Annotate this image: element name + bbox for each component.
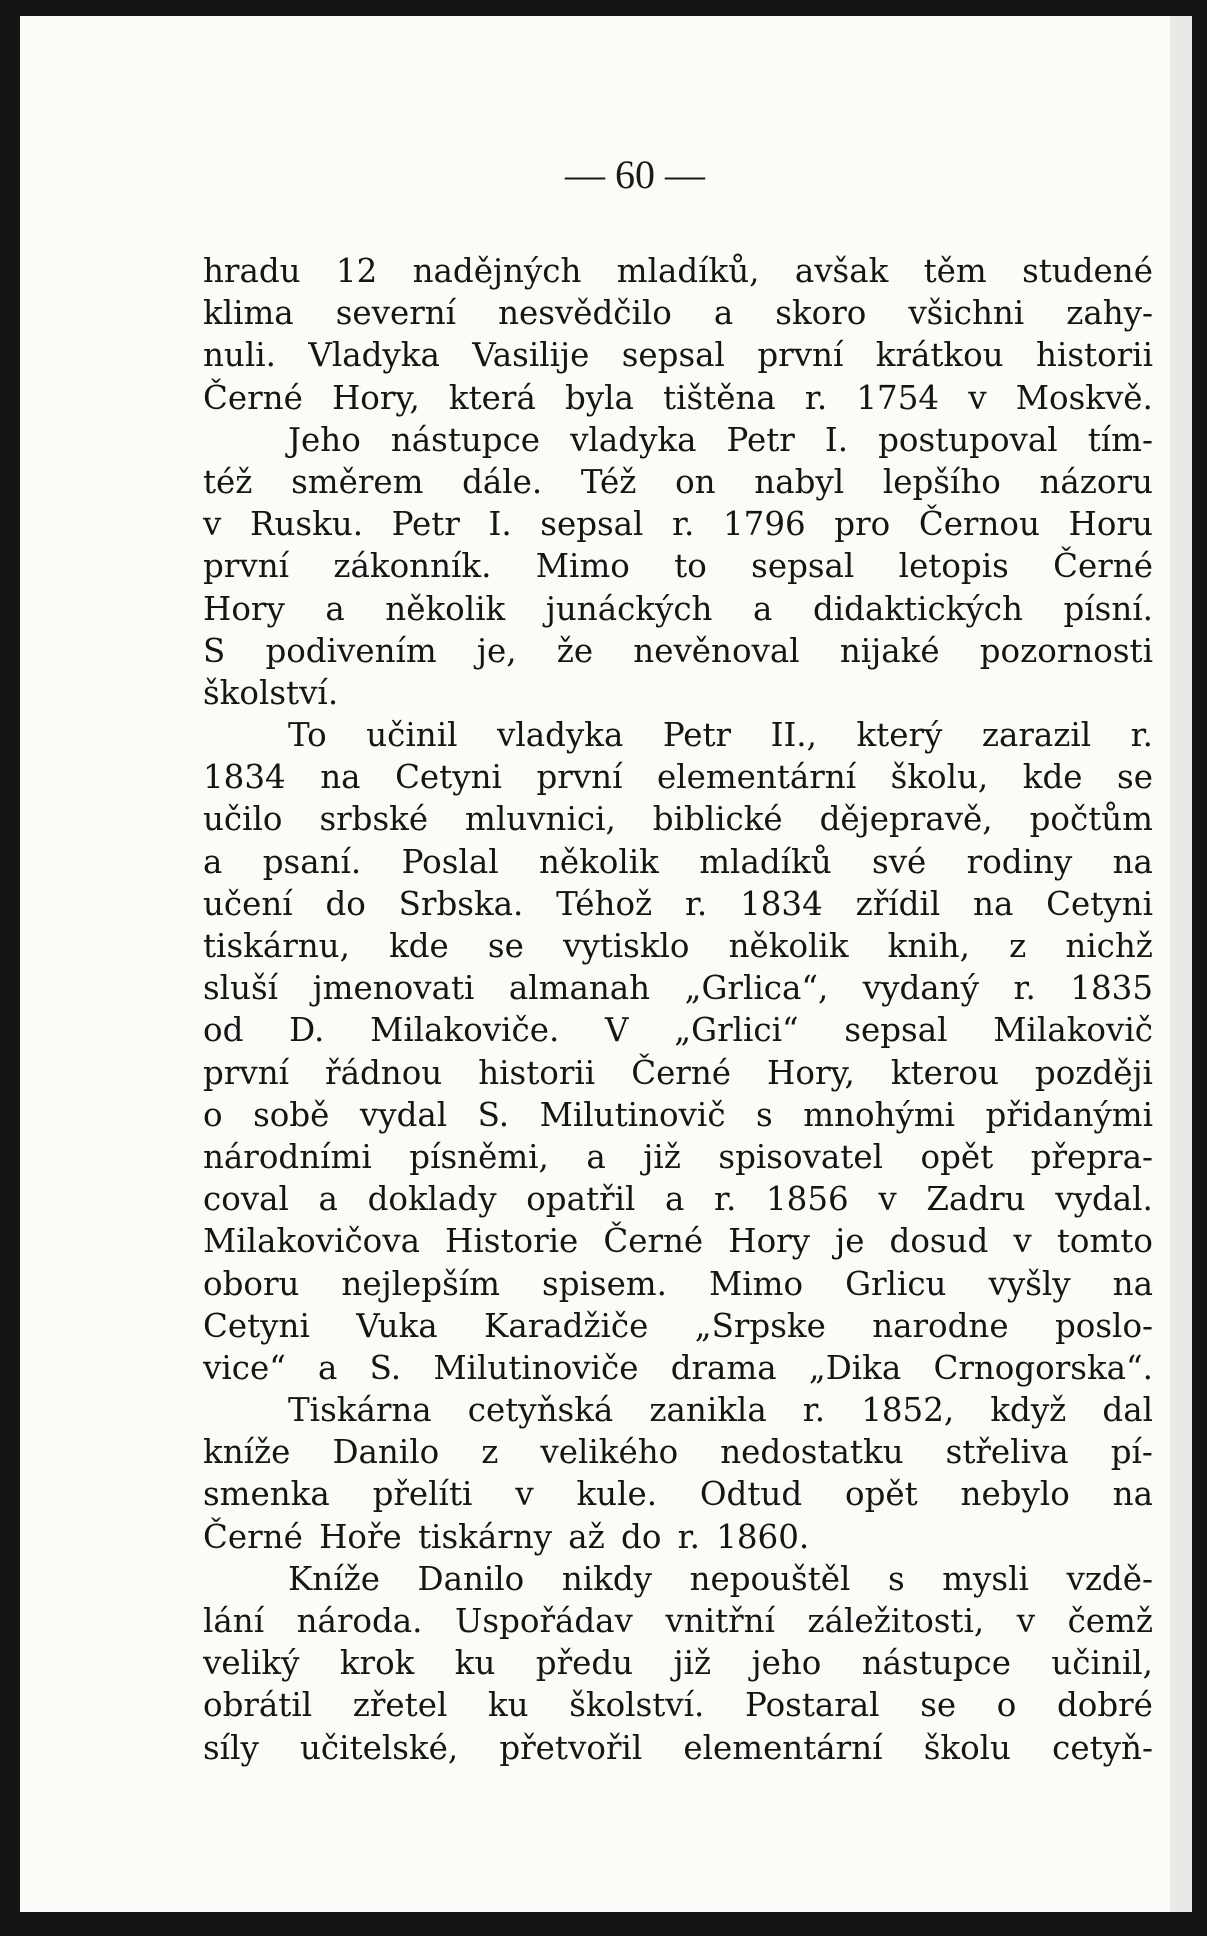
text-line: klima severní nesvědčilo a skoro všichni zahy- (203, 294, 1153, 333)
text-line: též směrem dále. Též on nabyl lepšího názoru (203, 462, 1153, 501)
text-line: a psaní. Poslal několik mladíků své rodiny na (203, 842, 1153, 881)
text-line: Cetyni Vuka Karadžiče „Srpske narodne poslo- (203, 1306, 1153, 1345)
text-line: nuli. Vladyka Vasilije sepsal první krátkou historii (203, 336, 1153, 375)
text-line: o sobě vydal S. Milutinovič s mnohými přidanými (203, 1095, 1153, 1134)
text-line: To učinil vladyka Petr II., který zarazil r. (288, 716, 1153, 755)
text-line: učení do Srbska. Téhož r. 1834 zřídil na Cetyni (203, 884, 1153, 923)
text-line: síly učitelské, přetvořil elementární školu cetyň- (203, 1728, 1153, 1767)
text-line: oboru nejlepším spisem. Mimo Grlicu vyšly na (203, 1264, 1153, 1303)
text-line: obrátil zřetel ku školství. Postaral se o dobré (203, 1686, 1153, 1725)
text-line: S podivením je, že nevěnoval nijaké pozornosti (203, 631, 1153, 670)
text-line: Hory a několik junáckých a didaktických písní. (203, 589, 1153, 628)
text-line: 1834 na Cetyni první elementární školu, kde se (203, 758, 1153, 797)
body-text (203, 250, 1153, 1769)
text-line: školství. (203, 673, 339, 712)
text-line: Kníže Danilo nikdy nepouštěl s mysli vzdě- (288, 1559, 1153, 1598)
text-line: Černé Hory, která byla tištěna r. 1754 v Moskvě. (203, 378, 1153, 417)
text-line: Jeho nástupce vladyka Petr I. postupoval tím- (288, 420, 1153, 459)
text-line: hradu 12 nadějných mladíků, avšak těm studené (203, 252, 1153, 290)
text-line: první zákonník. Mimo to sepsal letopis Černé (203, 547, 1153, 586)
text-line: Tiskárna cetyňská zanikla r. 1852, když dal (288, 1391, 1153, 1430)
text-line: kníže Danilo z velikého nedostatku střeliva pí- (203, 1433, 1153, 1472)
text-line: coval a doklady opatřil a r. 1856 v Zadru vydal. (203, 1180, 1153, 1219)
text-line: veliký krok ku předu již jeho nástupce učinil, (203, 1644, 1153, 1683)
text-line: od D. Milakoviče. V „Grlici“ sepsal Milakovič (203, 1011, 1153, 1050)
text-line: Milakovičova Historie Černé Hory je dosud v tomto (203, 1222, 1153, 1261)
text-line: tiskárnu, kde se vytisklo několik knih, z nichž (203, 927, 1153, 965)
text-line: sluší jmenovati almanah „Grlica“, vydaný r. 1835 (203, 969, 1153, 1008)
page-number: — 60 — (565, 152, 705, 197)
book-page (20, 16, 1170, 1912)
text-line: vice“ a S. Milutinoviče drama „Dika Crnogorska“. (203, 1348, 1153, 1387)
text-line: lání národa. Uspořádav vnitřní záležitosti, v čemž (203, 1602, 1153, 1640)
text-line: smenka přelíti v kule. Odtud opět nebylo na (203, 1475, 1153, 1514)
text-line: první řádnou historii Černé Hory, kterou později (203, 1053, 1153, 1092)
page-edge (1170, 16, 1192, 1912)
text-line: v Rusku. Petr I. sepsal r. 1796 pro Černou Horu (203, 505, 1153, 544)
text-line: národními písněmi, a již spisovatel opět přepra- (203, 1137, 1153, 1176)
text-line: učilo srbské mluvnici, biblické dějepravě, počtům (203, 800, 1153, 839)
text-line: Černé Hoře tiskárny až do r. 1860. (203, 1517, 810, 1556)
